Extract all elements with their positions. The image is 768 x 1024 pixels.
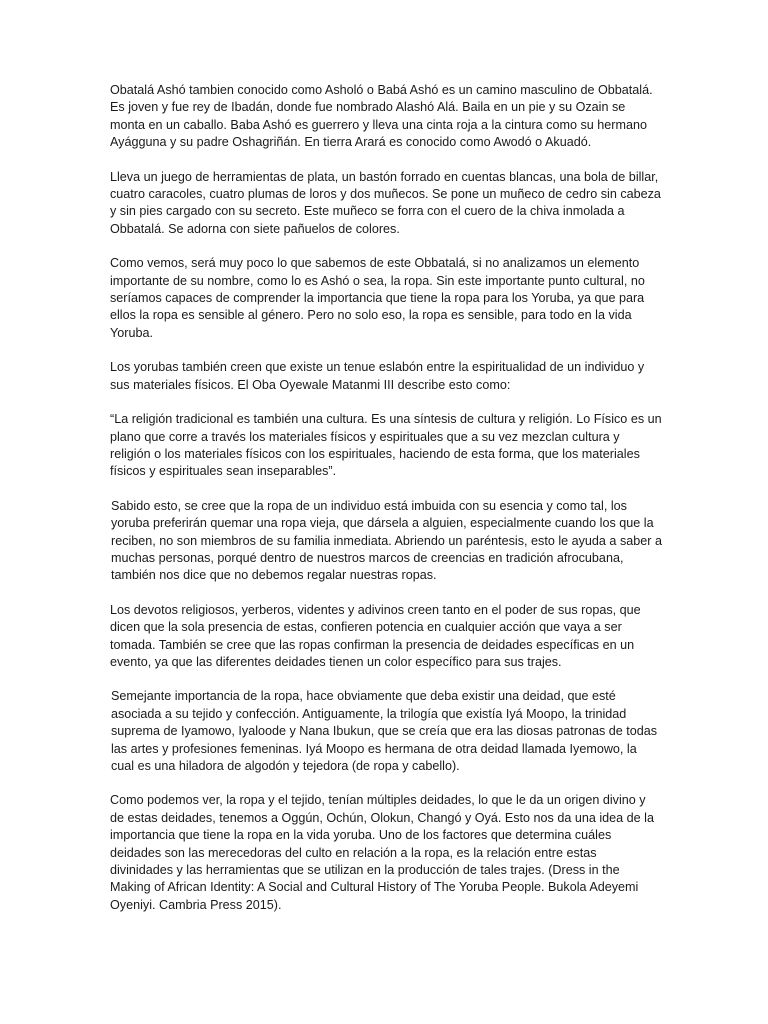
document-body [110,82,662,931]
paragraph-7: Los devotos religiosos, yerberos, videntes y adivinos creen tanto en el poder de sus ropas, que dicen que la sola presencia de estas, confieren potencia en cualquier acción que vaya a ser tomada. También se cree que las ropas confirman la presencia de deidades específicas en un evento, ya que las diferentes deidades tienen un color específico para sus trajes. [110,602,641,669]
paragraph-1: Obatalá Ashó tambien conocido como Asholó o Babá Ashó es un camino masculino de Obbatalá. Es joven y fue rey de Ibadán, donde fue nombrado Alashó Alá. Baila en un pie y su Ozain se monta en un caballo. Baba Ashó es guerrero y lleva una cinta roja a la cintura como su hermano Ayágguna y su padre Oshagriñán. En tierra Arará es conocido como Awodó o Akuadó. [110,83,653,150]
paragraph-6: Sabido esto, se cree que la ropa de un individuo está imbuida con su esencia y como tal, los yoruba preferirán quemar una ropa vieja, que dársela a alguien, especialmente cuando los que la reciben, no son miembros de su familia inmediata. Abriendo un paréntesis, esto le ayuda a saber a muchas personas, porqué dentro de nuestros marcos de creencias en tradición afrocubana, también nos dice que no debemos regalar nuestras ropas. [111,498,662,583]
paragraph-2: Lleva un juego de herramientas de plata, un bastón forrado en cuentas blancas, una bola de billar, cuatro caracoles, cuatro plumas de loros y dos muñecos. Se pone un muñeco de cedro sin cabeza y sin pies cargado con su secreto. Este muñeco se forra con el cuero de la chiva inmolada a Obbatalá. Se adorna con siete pañuelos de colores. [110,169,661,236]
paragraph-8: Semejante importancia de la ropa, hace obviamente que deba existir una deidad, que esté asociada a su tejido y confección. Antiguamente, la trilogía que existía Iyá Moopo, la trinidad suprema de Iyamowo, Iyaloode y Nana Ibukun, que se creía que era las diosas patronas de todas las artes y profesiones femeninas. Iyá Moopo es hermana de otra deidad llamada Iyemowo, la cual es una hiladora de algodón y tejedora (de ropa y cabello). [111,689,658,773]
paragraph-3: Como vemos, será muy poco lo que sabemos de este Obbatalá, si no analizamos un elemento importante de su nombre, como lo es Ashó o sea, la ropa. Sin este importante punto cultural, no seríamos capaces de comprender la importancia que tiene la ropa para los Yoruba, ya que para ellos la ropa es sensible al género. Pero no solo eso, la ropa es sensible, para todo en la vida Yoruba. [110,256,645,340]
paragraph-5-quote: “La religión tradicional es también una cultura. Es una síntesis de cultura y religión. Lo Físico es un plano que corre a través los materiales físicos y espirituales que a su vez mezclan cultura y religión o los materiales físicos con los espirituales, haciendo de esta forma, que los materiales físicos y espirituales sean inseparables”. [110,412,662,479]
paragraph-9: Como podemos ver, la ropa y el tejido, tenían múltiples deidades, lo que le da un origen divino y de estas deidades, tenemos a Oggún, Ochún, Olokun, Changó y Oyá. Esto nos da una idea de la importancia que tiene la ropa en la vida yoruba. Uno de los factores que determina cuáles deidades son las merecedoras del culto en relación a la ropa, es la relación entre estas divinidades y las herramientas que se utilizan en la producción de tales trajes. (Dress in the Making of African Identity: A Social and Cultural History of The Yoruba People. Bukola Adeyemi Oyeniyi. Cambria Press 2015). [110,793,654,912]
paragraph-4: Los yorubas también creen que existe un tenue eslabón entre la espiritualidad de un individuo y sus materiales físicos. El Oba Oyewale Matanmi III describe esto como: [110,360,645,392]
